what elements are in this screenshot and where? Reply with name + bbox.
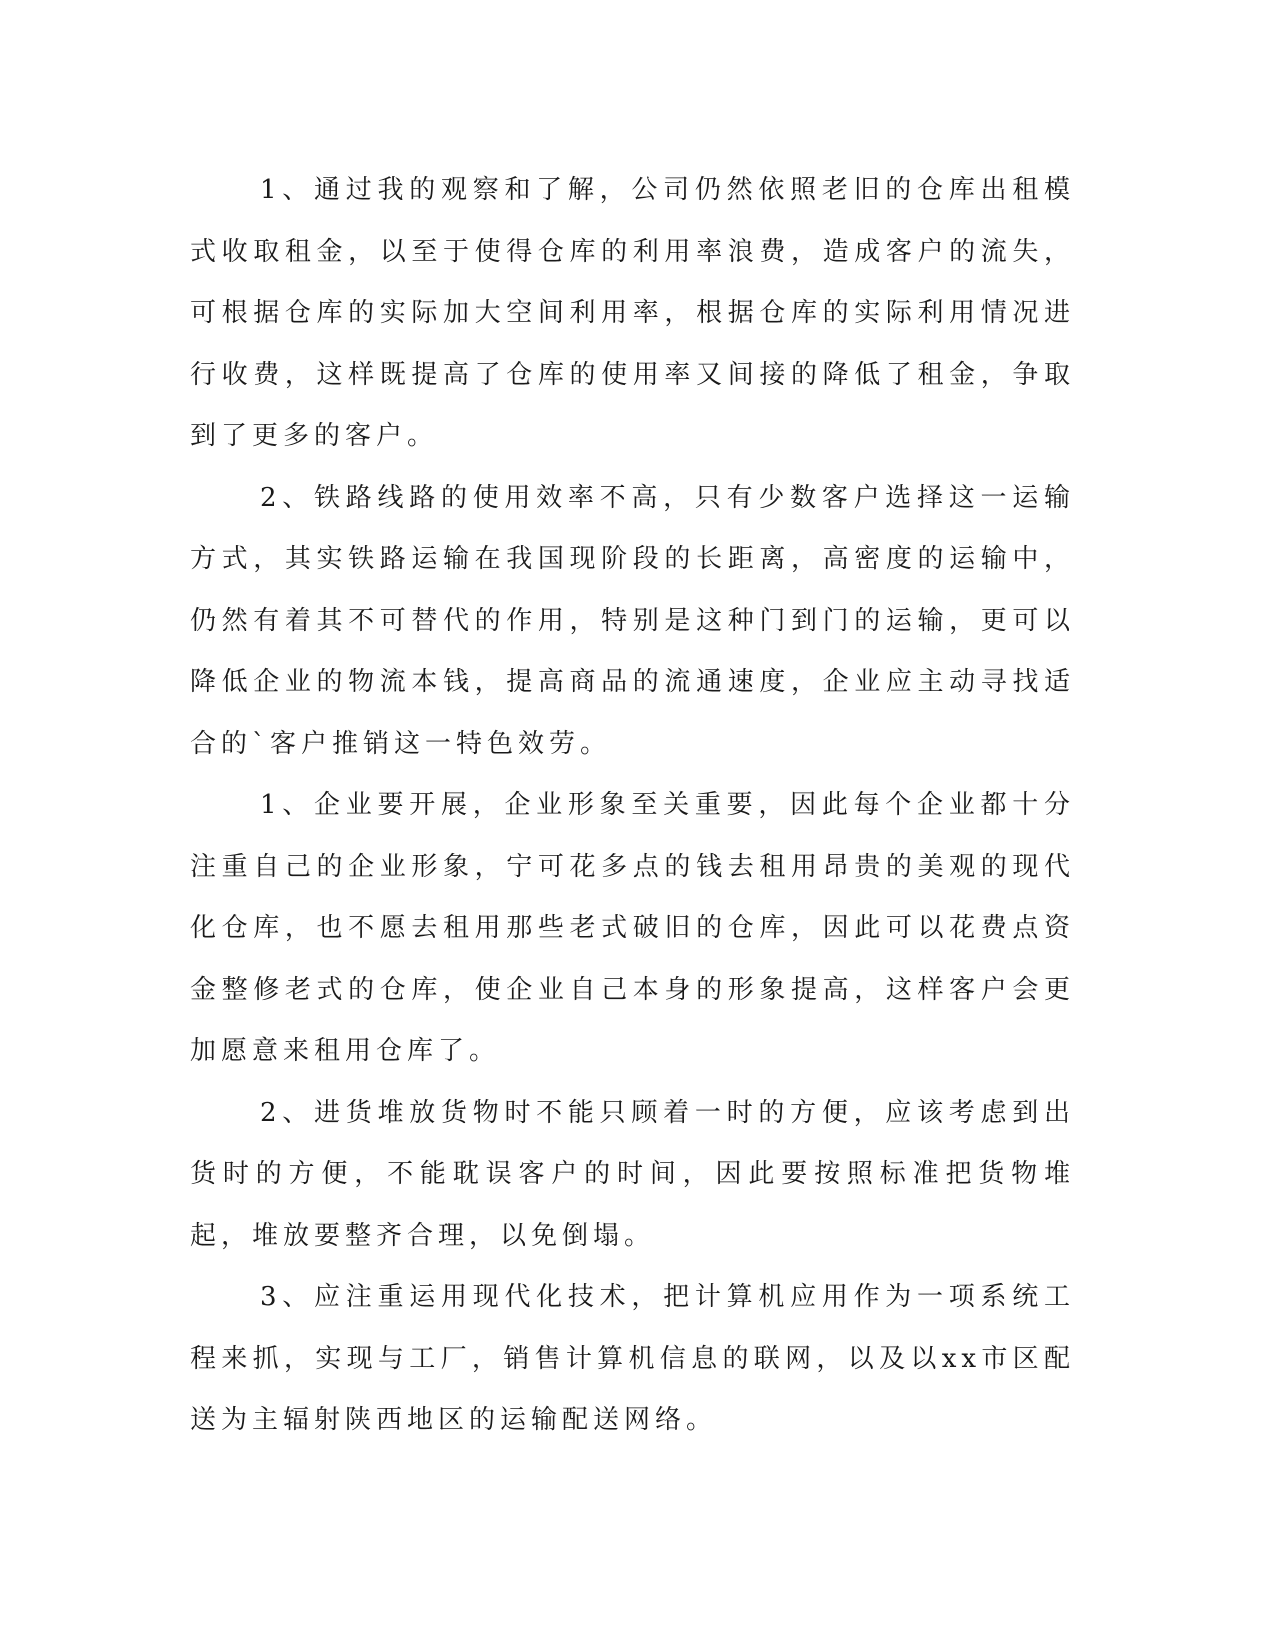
paragraph-2: 2、铁路线路的使用效率不高，只有少数客户选择这一运输方式，其实铁路运输在我国现阶段的长距离，高密度的运输中，仍然有着其不可替代的作用，特别是这种门到门的运输，更可以降低企业的物流本钱，提高商品的流通速度，企业应主动寻找适合的`客户推销这一特色效劳。 [190, 482, 1075, 759]
document-body [190, 160, 1075, 1452]
paragraph-3: 1、企业要开展，企业形象至关重要，因此每个企业都十分注重自己的企业形象，宁可花多点的钱去租用昂贵的美观的现代化仓库，也不愿去租用那些老式破旧的仓库，因此可以花费点资金整修老式的仓库，使企业自己本身的形象提高，这样客户会更加愿意来租用仓库了。 [190, 790, 1075, 1066]
paragraph-4: 2、进货堆放货物时不能只顾着一时的方便，应该考虑到出货时的方便，不能耽误客户的时间，因此要按照标准把货物堆起，堆放要整齐合理，以免倒塌。 [190, 1097, 1075, 1251]
paragraph-5: 3、应注重运用现代化技术，把计算机应用作为一项系统工程来抓，实现与工厂，销售计算机信息的联网，以及以xx市区配送为主辐射陕西地区的运输配送网络。 [190, 1282, 1075, 1435]
paragraph-1: 1、通过我的观察和了解，公司仍然依照老旧的仓库出租模式收取租金，以至于使得仓库的利用率浪费，造成客户的流失，可根据仓库的实际加大空间利用率，根据仓库的实际利用情况进行收费，这样既提高了仓库的使用率又间接的降低了租金，争取到了更多的客户。 [190, 175, 1075, 451]
